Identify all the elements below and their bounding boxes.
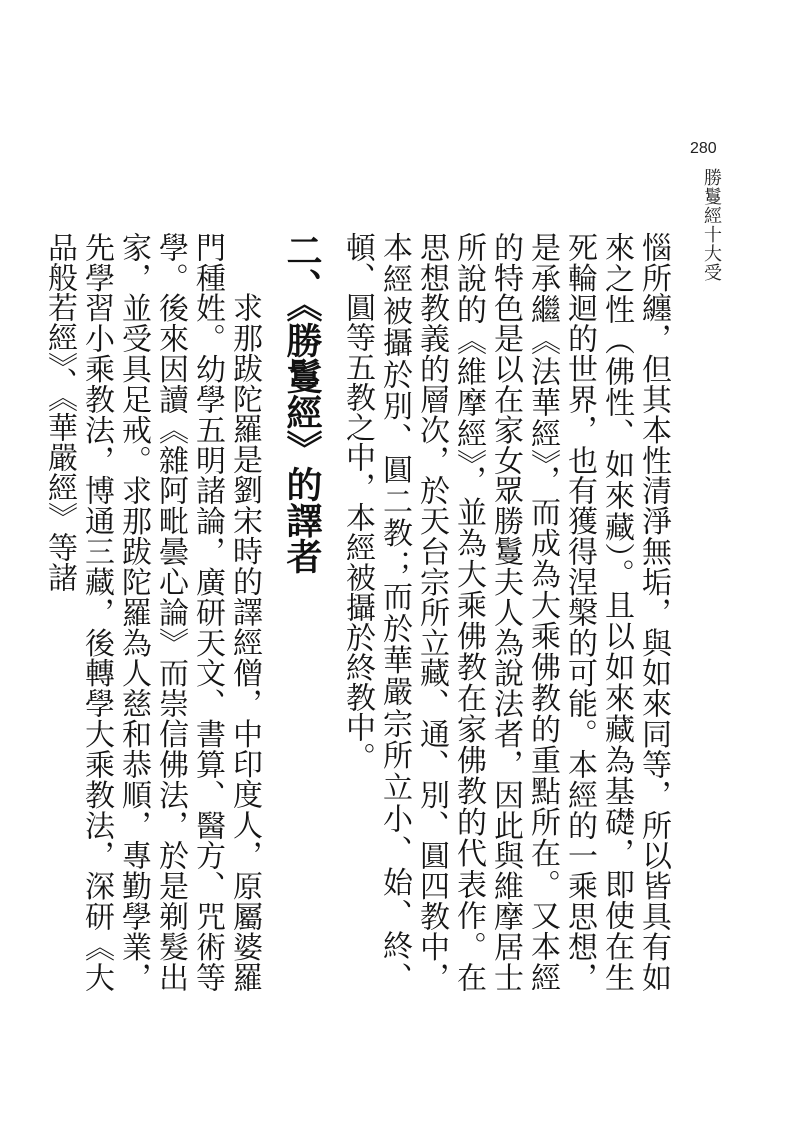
- running-head: 勝鬘經十大受: [701, 168, 722, 282]
- page-number: 280: [690, 140, 717, 157]
- section-heading: 二、《勝鬘經》的譯者: [281, 232, 322, 574]
- paragraph-translator: 求那跋陀羅是劉宋時的譯經僧，中印度人，原屬婆羅門種姓。幼學五明諸論，廣研天文、書算、醫方、咒術等學。後來因讀《雜阿毗曇心論》而崇信佛法，於是剃髮出家，並受具足戒。求那跋陀羅為人慈和恭順，專勤學業，先學習小乘教法，博通三藏，後轉學大乘教法，深研《大品般若經》、《華嚴經》等諸: [42, 232, 262, 992]
- paragraph-continued: 惱所纏，但其本性清淨無垢，與如來同等，所以皆具有如來之性（佛性、如來藏）。且以如來藏為基礎，即使在生死輪迴的世界，也有獲得涅槃的可能。本經的一乘思想，是承繼《法華經》，而成為大乘佛教的重點所在。又本經的特色是以在家女眾勝鬘夫人為說法者，因此與維摩居士所說的《維摩經》，並為大乘佛教在家佛教的代表作。在思想教義的層次，於天台宗所立藏、通、別、圓四教中，本經被攝於別、圓二教；而於華嚴宗所立小、始、終、頓、圓等五教之中，本經被攝於終教中。: [340, 232, 671, 992]
- body-text: [42, 232, 672, 992]
